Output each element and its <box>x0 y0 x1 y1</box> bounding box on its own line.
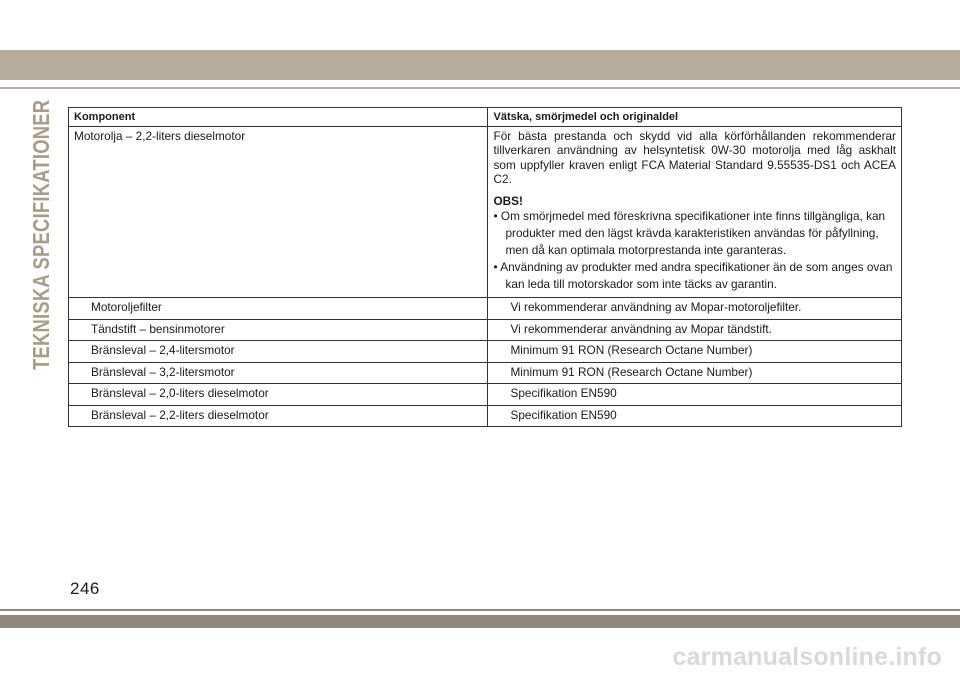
footer-band <box>0 615 960 628</box>
cell-component: Bränsleval – 2,0-liters dieselmotor <box>69 384 488 406</box>
cell-specification: Specifikation EN590 <box>488 405 902 427</box>
table-header-row <box>69 108 902 127</box>
cell-specification: Minimum 91 RON (Research Octane Number) <box>488 362 902 384</box>
specification-table <box>68 107 902 427</box>
cell-component: Motorolja – 2,2-liters dieselmotor <box>69 126 488 298</box>
header-rule <box>0 87 960 89</box>
table-row <box>69 319 902 341</box>
table-row <box>69 298 902 320</box>
cell-component: Tändstift – bensinmotorer <box>69 319 488 341</box>
table-row-engine-oil <box>69 126 902 298</box>
cell-component: Motoroljefilter <box>69 298 488 320</box>
column-header-component: Komponent <box>69 108 488 127</box>
cell-component: Bränsleval – 2,2-liters dieselmotor <box>69 405 488 427</box>
cell-component: Bränsleval – 3,2-litersmotor <box>69 362 488 384</box>
page-number: 246 <box>70 579 100 598</box>
cell-specification: Vi rekommenderar användning av Mopar tändstift. <box>488 319 902 341</box>
section-side-title <box>26 99 56 400</box>
table-row <box>69 341 902 363</box>
note-label: OBS! <box>493 193 523 208</box>
footer-rule <box>0 609 960 611</box>
table-row <box>69 405 902 427</box>
header-band <box>0 50 960 80</box>
watermark-text: carmanualsonline.info <box>672 643 942 671</box>
section-side-title-text: TEKNISKA SPECIFIKATIONER <box>28 99 54 370</box>
cell-specification: Specifikation EN590 <box>488 384 902 406</box>
note-bullet: • Om smörjmedel med föreskrivna specifikationer inte finns tillgängliga, kan produkter med den lägst krävda karakteristiken användas för påfyllning, men då kan optimala motorprestanda inte garanteras. <box>493 209 886 257</box>
engine-oil-description: För bästa prestanda och skydd vid alla körförhållanden rekommenderar tillverkaren användning av helsyntetisk 0W-30 motorolja med låg askhalt som uppfyller kraven enligt FCA Material Standard 9.55535-DS1 och ACEA C2. <box>493 128 896 186</box>
table-row <box>69 362 902 384</box>
table-row <box>69 384 902 406</box>
note-bullet: • Användning av produkter med andra specifikationer än de som anges ovan kan leda till motorskador som inte täcks av garantin. <box>493 260 893 291</box>
column-header-fluid: Vätska, smörjmedel och originaldel <box>488 108 902 127</box>
cell-specification: Minimum 91 RON (Research Octane Number) <box>488 341 902 363</box>
cell-specification <box>488 126 902 298</box>
cell-specification: Vi rekommenderar användning av Mopar-motoroljefilter. <box>488 298 902 320</box>
cell-component: Bränsleval – 2,4-litersmotor <box>69 341 488 363</box>
